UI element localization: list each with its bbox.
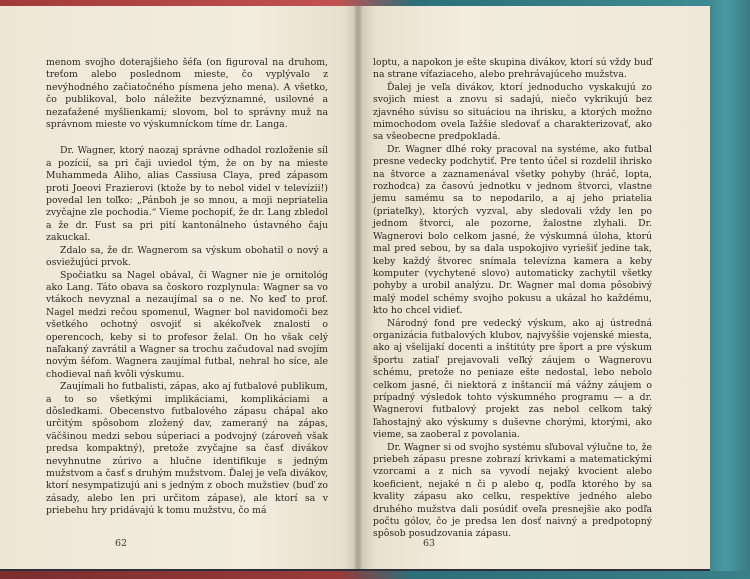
paragraph: menom svojho doterajšieho šéfa (on figuroval na druhom, treťom alebo poslednom mieste, čo vyplývalo z nevýhodného začiatočného písmena jeho mena). A všetko, čo publikoval, bolo náležite bezvýznamné, usilovné a nezaťažené myšlienkami; slovom, bol to správny muž na správnom mieste vo výskumníckom tíme dr. Langa. xyxy=(46,57,328,131)
right-page-text xyxy=(373,57,652,541)
paragraph: Dr. Wagner dlhé roky pracoval na systéme, ako futbal presne vedecky podchytiť. Pre tento účel si rozdelil ihrisko na štvorce a zaznamenával všetky pohyby (hráč, lopta, rozhodca) za časovú jednotku v jednom štvorci, vlastne jemu samému sa to nepodarilo, a aj jeho priatelia (priateľky), ktorých vyzval, aby sledovali vždy len po jednom štvorci, ale pozorne, žalostne zlyhali. Dr. Wagnerovi bolo celkom jasné, že výskumná úloha, ktorú mal pred sebou, by sa dala uspokojivo vyriešiť jedine tak, keby každý štvorec snímala televízna kamera a keby komputer (vychytené slovo) automaticky zachytil všetky pohyby a urobil analýzu. Dr. Wagner mal doma pôsobivý malý model schémy svojho pokusu a ukázal ho každému, kto ho chcel vidieť. xyxy=(373,143,652,317)
paragraph: Dr. Wagner si od svojho systému sľuboval výlučne to, že priebeh zápasu presne zobrazí krivkami a matematickými vzorcami a z nich sa vyvodí nejaký kvocient alebo koeficient, nejaké n či p alebo q, podľa ktorého by sa kvality zápasu ako celku, respektíve jedného alebo druhého mužstva dali posúdiť oveľa presnejšie ako podľa počtu gólov, čo je predsa len dosť naivný a predpotopný spôsob posudzovania zápasu. xyxy=(373,441,652,540)
book-cover-edge-right xyxy=(710,0,750,579)
left-page-text xyxy=(46,57,328,518)
paragraph: Spočiatku sa Nagel obával, či Wagner nie je ornitológ ako Lang. Táto obava sa čoskoro rozplynula: Wagner sa vo vtákoch nevyznal a nezaujímal sa o ne. No keď to prof. Nagel medzi rečou spomenul, Wagner bol navidomoči bez všetkého ochotný osvojiť si akékoľvek znalosti o operencoch, keby si to profesor želal. On ho však celý naľakaný zavrátil a Wagner sa trochu začudoval nad svojím novým šéfom. Wagnera zaujímal futbal, nehral ho síce, ale chodieval naň kvôli výskumu. xyxy=(46,269,328,380)
paragraph: Národný fond pre vedecký výskum, ako aj ústredná organizácia futbalových klubov, najvyššie vojenské miesta, ako aj všelijakí docenti a inštitúty pre šport a pre výskum športu zatiaľ prejavovali veľký záujem o Wagnerovu schému, pretože no peniaze ešte nedostal, lebo nebolo celkom jasné, či niektorá z inštancií má vážny záujem o prípadný výsledok tohto výskumného programu — a dr. Wagnerovi futbalový projekt zas nebol celkom taký ľahostajný ako výskumy s duševne chorými, ktorými, ako vieme, sa zaoberal z povolania. xyxy=(373,317,652,441)
paragraph: loptu, a napokon je ešte skupina divákov, ktorí sú vždy buď na strane víťaziaceho, alebo prehrávajúceho mužstva. xyxy=(373,57,652,81)
paragraph: Zdalo sa, že dr. Wagnerom sa výskum obohatil o nový a osviežujúci prvok. xyxy=(46,244,328,269)
book-cover-edge-bottom xyxy=(0,571,750,579)
paragraph: Zaujímali ho futbalisti, zápas, ako aj futbalové publikum, a to so všetkými implikáciami, komplikáciami a dôsledkami. Obecenstvo futbalového zápasu chápal ako určitým spôsobom zložený dav, zameraný na zápas, väčšinou medzi sebou súperiaci a podvojný (zároveň však predsa kompaktný), pretože zvyčajne sa časť divákov nevyhnutne zúrivo a hlučne identifikuje s jedným mužstvom a časť s druhým mužstvom. Ďalej je veľa divákov, ktorí nesympatizujú ani s jedným z oboch mužstiev (buď zo zásady, alebo len pri určitom zápase), ale ktorí sa v priebehu hry pridávajú k tomu mužstvu, čo má xyxy=(46,381,328,517)
paragraph: Dr. Wagner, ktorý naozaj správne odhadol rozloženie síl a pozícií, sa pri čaji uviedol tým, že on by na mieste Muhammeda Aliho, alias Cassiusa Claya, pred zápasom proti Joeovi Frazierovi (ktože by to nebol videl v televízii!) povedal len toľko: „Pánboh je so mnou, a moji nepriatelia zvyčajne zle pochodia.“ Vieme pochopiť, že dr. Lang zbledol a že dr. Fust sa pri pití kantonálneho ústavného čaju zakuckal. xyxy=(46,145,328,244)
book-gutter xyxy=(354,6,362,569)
paragraph: Ďalej je veľa divákov, ktorí jednoducho vyskakujú zo svojich miest a znovu si sadajú, niečo vykrikujú bez zjavného súvisu so situáciou na ihrisku, a ktorých možno mimochodom ovela ľažšie sledovať a charakterizovať, ako sa všeobecne predpokladá. xyxy=(373,81,652,143)
page-number-left: 62 xyxy=(115,538,128,549)
page-number-right: 63 xyxy=(423,538,436,549)
